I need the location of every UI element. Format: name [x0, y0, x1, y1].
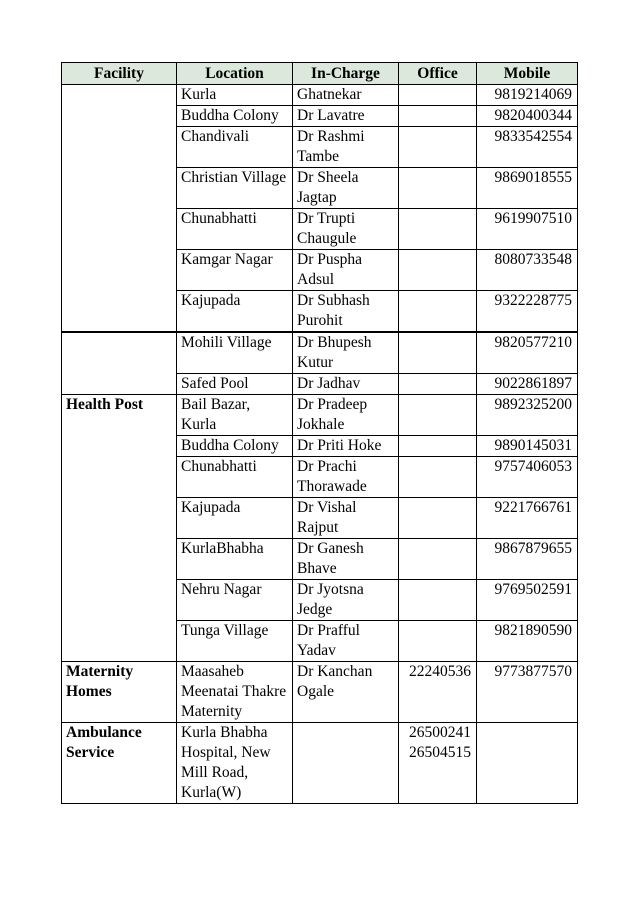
office-cell	[399, 580, 477, 621]
location-cell: Kurla Bhabha Hospital, New Mill Road, Kurla(W)	[177, 723, 293, 804]
office-cell	[399, 209, 477, 250]
office-cell	[399, 250, 477, 291]
location-cell: Chandivali	[177, 127, 293, 168]
incharge-cell: Dr Puspha Adsul	[293, 250, 399, 291]
location-cell: Bail Bazar, Kurla	[177, 395, 293, 436]
header-mobile: Mobile	[477, 63, 578, 85]
mobile-cell: 9757406053	[477, 457, 578, 498]
location-cell: Kajupada	[177, 291, 293, 333]
incharge-cell: Dr Bhupesh Kutur	[293, 332, 399, 374]
office-cell	[399, 332, 477, 374]
mobile-cell: 8080733548	[477, 250, 578, 291]
mobile-cell: 9619907510	[477, 209, 578, 250]
incharge-cell: Dr Kanchan Ogale	[293, 662, 399, 723]
office-cell	[399, 106, 477, 127]
office-cell: 22240536	[399, 662, 477, 723]
incharge-cell	[293, 723, 399, 804]
mobile-cell: 9892325200	[477, 395, 578, 436]
facility-cell	[62, 85, 177, 333]
facility-cell: Health Post	[62, 395, 177, 662]
header-office: Office	[399, 63, 477, 85]
facility-cell: Maternity Homes	[62, 662, 177, 723]
incharge-cell: Dr Priti Hoke	[293, 436, 399, 457]
mobile-cell	[477, 723, 578, 804]
mobile-cell: 9833542554	[477, 127, 578, 168]
incharge-cell: Ghatnekar	[293, 85, 399, 106]
location-cell: Christian Village	[177, 168, 293, 209]
mobile-cell: 9819214069	[477, 85, 578, 106]
location-cell: Chunabhatti	[177, 457, 293, 498]
location-cell: Tunga Village	[177, 621, 293, 662]
office-cell	[399, 457, 477, 498]
facility-cell: Ambulance Service	[62, 723, 177, 804]
office-cell: 26500241 26504515	[399, 723, 477, 804]
office-cell	[399, 498, 477, 539]
office-cell	[399, 291, 477, 333]
header-facility: Facility	[62, 63, 177, 85]
mobile-cell: 9773877570	[477, 662, 578, 723]
table-row	[62, 723, 578, 804]
location-cell: Mohili Village	[177, 332, 293, 374]
location-cell: Nehru Nagar	[177, 580, 293, 621]
location-cell: Buddha Colony	[177, 106, 293, 127]
table-row	[62, 662, 578, 723]
mobile-cell: 9867879655	[477, 539, 578, 580]
office-cell	[399, 127, 477, 168]
office-cell	[399, 395, 477, 436]
mobile-cell: 9769502591	[477, 580, 578, 621]
header-incharge: In-Charge	[293, 63, 399, 85]
location-cell: Safed Pool	[177, 374, 293, 395]
office-cell	[399, 436, 477, 457]
location-cell: Chunabhatti	[177, 209, 293, 250]
location-cell: Kamgar Nagar	[177, 250, 293, 291]
facility-table	[61, 62, 578, 804]
location-cell: KurlaBhabha	[177, 539, 293, 580]
incharge-cell: Dr Pradeep Jokhale	[293, 395, 399, 436]
incharge-cell: Dr Subhash Purohit	[293, 291, 399, 333]
office-cell	[399, 621, 477, 662]
mobile-cell: 9820400344	[477, 106, 578, 127]
incharge-cell: Dr Trupti Chaugule	[293, 209, 399, 250]
facility-cell	[62, 332, 177, 395]
location-cell: Maasaheb Meenatai Thakre Maternity	[177, 662, 293, 723]
incharge-cell: Dr Jyotsna Jedge	[293, 580, 399, 621]
office-cell	[399, 168, 477, 209]
mobile-cell: 9820577210	[477, 332, 578, 374]
office-cell	[399, 539, 477, 580]
incharge-cell: Dr Prachi Thorawade	[293, 457, 399, 498]
incharge-cell: Dr Vishal Rajput	[293, 498, 399, 539]
incharge-cell: Dr Sheela Jagtap	[293, 168, 399, 209]
table-row	[62, 332, 578, 374]
mobile-cell: 9022861897	[477, 374, 578, 395]
table-row	[62, 395, 578, 436]
table-row	[62, 85, 578, 106]
incharge-cell: Dr Rashmi Tambe	[293, 127, 399, 168]
incharge-cell: Dr Prafful Yadav	[293, 621, 399, 662]
mobile-cell: 9221766761	[477, 498, 578, 539]
location-cell: Kajupada	[177, 498, 293, 539]
office-cell	[399, 85, 477, 106]
location-cell: Kurla	[177, 85, 293, 106]
mobile-cell: 9869018555	[477, 168, 578, 209]
incharge-cell: Dr Jadhav	[293, 374, 399, 395]
incharge-cell: Dr Ganesh Bhave	[293, 539, 399, 580]
incharge-cell: Dr Lavatre	[293, 106, 399, 127]
mobile-cell: 9890145031	[477, 436, 578, 457]
header-row	[62, 63, 578, 85]
mobile-cell: 9821890590	[477, 621, 578, 662]
location-cell: Buddha Colony	[177, 436, 293, 457]
mobile-cell: 9322228775	[477, 291, 578, 333]
header-location: Location	[177, 63, 293, 85]
office-cell	[399, 374, 477, 395]
